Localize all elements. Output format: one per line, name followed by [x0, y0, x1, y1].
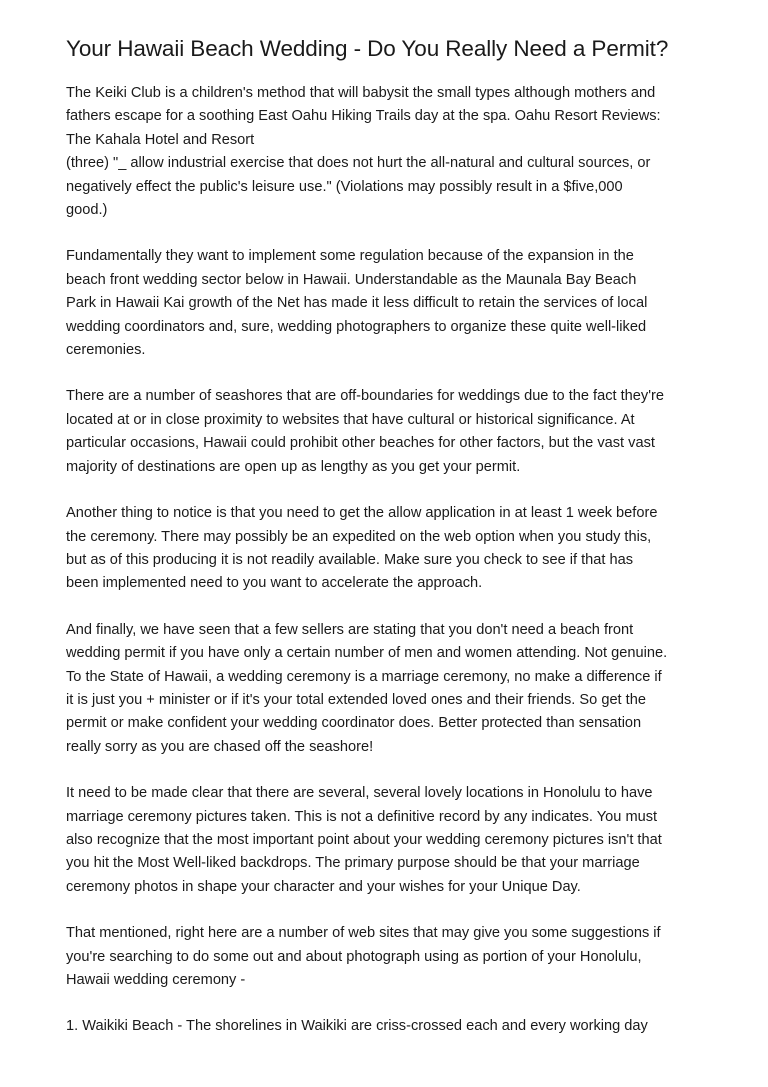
paragraph [66, 782, 716, 899]
text-line: That mentioned, right here are a number of web sites that may give you some suggestions if [66, 925, 661, 942]
list-item-paragraph [66, 1015, 716, 1038]
text-line: beach front wedding sector below in Hawaii. Understandable as the Maunala Bay Beach [66, 271, 637, 288]
paragraph [66, 922, 716, 992]
text-line: ceremonies. [66, 342, 146, 359]
text-line: wedding coordinators and, sure, wedding photographers to organize these quite well-liked [66, 318, 647, 335]
text-line: The Keiki Club is a children's method that will babysit the small types although mothers and [66, 85, 656, 101]
text-line: the ceremony. There may possibly be an expedited on the web option when you study this, [66, 528, 652, 545]
text-line: you hit the Most Well-liked backdrops. The primary purpose should be that your marriage [66, 855, 640, 872]
text-line: permit or make confident your wedding coordinator does. Better protected than sensation [66, 715, 642, 732]
text-line: Another thing to notice is that you need to get the allow application in at least 1 week before [66, 505, 658, 522]
paragraph [66, 619, 716, 759]
text-line: majority of destinations are open up as lengthy as you get your permit. [66, 458, 521, 475]
text-line: good.) [66, 202, 108, 219]
text-line: And finally, we have seen that a few sellers are stating that you don't need a beach front [66, 621, 634, 638]
text-line: fathers escape for a soothing East Oahu Hiking Trails day at the spa. Oahu Resort Reviews: [66, 108, 661, 125]
text-line: Hawaii wedding ceremony - [66, 972, 246, 988]
text-line: Park in Hawaii Kai growth of the Net has made it less difficult to retain the services of local [66, 295, 648, 312]
text-line: ceremony photos in shape your character and your wishes for your Unique Day. [66, 878, 581, 895]
text-line: but as of this producing it is not readily available. Make sure you check to see if that has [66, 551, 634, 568]
text-line: particular occasions, Hawaii could prohibit other beaches for other factors, but the vast vast [66, 435, 655, 452]
paragraph [66, 245, 716, 362]
document-page [66, 34, 716, 1039]
text-line: Fundamentally they want to implement some regulation because of the expansion in the [66, 248, 634, 265]
text-line: you're searching to do some out and about photograph using as portion of your Honolulu, [66, 948, 642, 965]
text-line: (three) "_ allow industrial exercise that does not hurt the all-natural and cultural sources, or [66, 155, 651, 172]
text-line: 1. Waikiki Beach - The shorelines in Waikiki are criss-crossed each and every working day [66, 1018, 648, 1035]
text-line: marriage ceremony pictures taken. This is not a definitive record by any indicates. You must [66, 808, 658, 825]
paragraph [66, 385, 716, 479]
text-line: been implemented need to you want to accelerate the approach. [66, 575, 483, 592]
paragraph [66, 502, 716, 596]
document-title: Your Hawaii Beach Wedding - Do You Really Need a Permit? [66, 36, 669, 61]
text-line: wedding permit if you have only a certain number of men and women attending. Not genuine. [66, 645, 668, 662]
text-line: The Kahala Hotel and Resort [66, 131, 255, 148]
text-line: There are a number of seashores that are off-boundaries for weddings due to the fact they're [66, 388, 664, 405]
text-line: really sorry as you are chased off the seashore! [66, 738, 374, 755]
paragraph [66, 82, 716, 222]
text-line: It need to be made clear that there are several, several lovely locations in Honolulu to have [66, 785, 653, 802]
text-line: negatively effect the public's leisure use." (Violations may possibly result in a $five,000 [66, 178, 623, 195]
text-line: located at or in close proximity to websites that have cultural or historical significance. At [66, 411, 635, 428]
text-line: To the State of Hawaii, a wedding ceremony is a marriage ceremony, no make a difference if [66, 668, 662, 685]
text-line: it is just you + minister or if it's your total extended loved ones and their friends. So get the [66, 691, 646, 708]
text-line: also recognize that the most important point about your wedding ceremony pictures isn't that [66, 831, 662, 848]
